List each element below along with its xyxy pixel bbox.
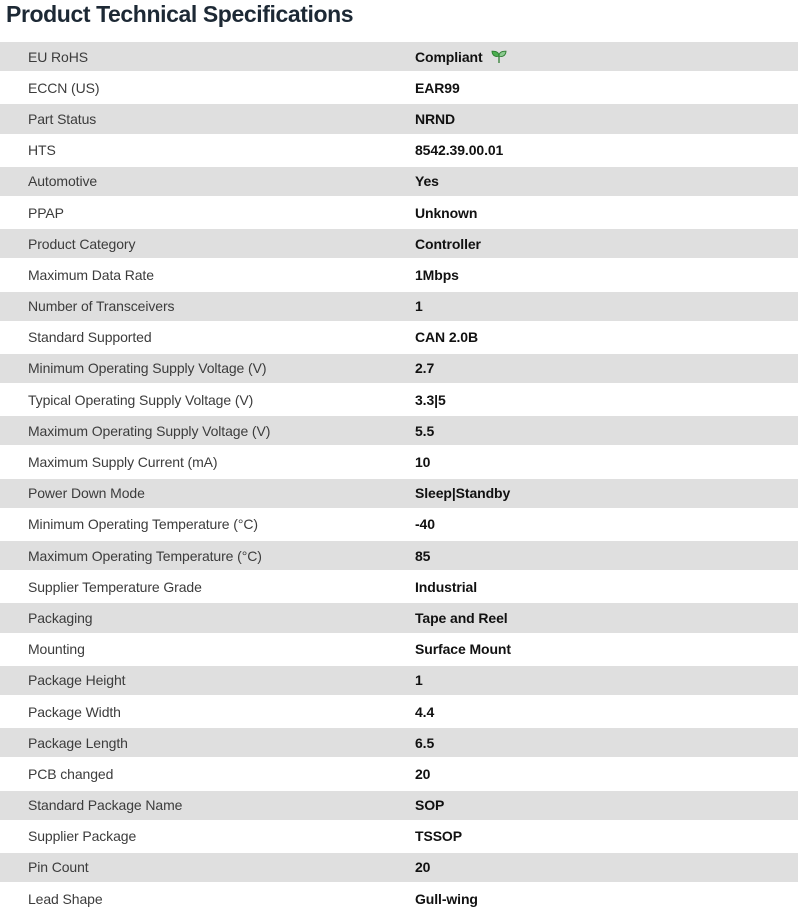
spec-value-text: 1Mbps xyxy=(415,266,459,283)
spec-row xyxy=(0,292,798,321)
spec-label: PCB changed xyxy=(28,765,114,782)
spec-value-text: Yes xyxy=(415,173,439,190)
spec-value-text: 5.5 xyxy=(415,422,435,439)
spec-row xyxy=(0,385,798,414)
spec-value xyxy=(415,49,507,65)
spec-value xyxy=(415,423,434,439)
spec-value xyxy=(415,610,508,626)
spec-row xyxy=(0,853,798,882)
spec-label: Package Width xyxy=(28,703,121,720)
spec-value-text: 1 xyxy=(415,298,423,315)
spec-value-text: Compliant xyxy=(415,48,483,65)
spec-value xyxy=(415,236,481,252)
spec-value-text: 20 xyxy=(415,859,431,876)
spec-value xyxy=(415,173,439,189)
spec-value-text: 10 xyxy=(415,454,431,471)
spec-value-text: 4.4 xyxy=(415,703,435,720)
spec-value-text: 85 xyxy=(415,547,431,564)
spec-value xyxy=(415,454,430,470)
spec-value-text: Unknown xyxy=(415,204,478,221)
spec-label: Maximum Operating Supply Voltage (V) xyxy=(28,422,271,439)
spec-value xyxy=(415,205,477,221)
spec-row xyxy=(0,666,798,695)
spec-row xyxy=(0,791,798,820)
spec-value-text: CAN 2.0B xyxy=(415,329,478,346)
spec-label: Mounting xyxy=(28,641,85,658)
spec-row xyxy=(0,447,798,476)
spec-value-text: 3.3|5 xyxy=(415,391,446,408)
spec-value-text: TSSOP xyxy=(415,828,462,845)
spec-value-text: 8542.39.00.01 xyxy=(415,142,504,159)
spec-value xyxy=(415,360,434,376)
spec-value-text: 20 xyxy=(415,765,431,782)
spec-row xyxy=(0,822,798,851)
spec-label: Maximum Data Rate xyxy=(28,266,154,283)
spec-table xyxy=(0,42,798,913)
spec-value xyxy=(415,142,503,158)
spec-value-text: EAR99 xyxy=(415,79,460,96)
spec-value xyxy=(415,766,430,782)
spec-label: Supplier Package xyxy=(28,828,137,845)
spec-row xyxy=(0,323,798,352)
spec-label: Product Category xyxy=(28,235,136,252)
spec-row xyxy=(0,635,798,664)
spec-value xyxy=(415,828,462,844)
spec-value xyxy=(415,392,446,408)
spec-row xyxy=(0,136,798,165)
spec-value xyxy=(415,859,430,875)
spec-value xyxy=(415,80,460,96)
spec-value-text: Tape and Reel xyxy=(415,609,508,626)
spec-label: EU RoHS xyxy=(28,48,88,65)
spec-value xyxy=(415,485,510,501)
spec-label: Typical Operating Supply Voltage (V) xyxy=(28,391,254,408)
spec-row xyxy=(0,479,798,508)
spec-label: Package Length xyxy=(28,734,128,751)
spec-row xyxy=(0,73,798,102)
spec-label: PPAP xyxy=(28,204,64,221)
spec-label: Minimum Operating Temperature (°C) xyxy=(28,516,258,533)
spec-value xyxy=(415,891,478,907)
spec-value xyxy=(415,548,430,564)
spec-value-text: Controller xyxy=(415,235,481,252)
spec-row xyxy=(0,42,798,71)
spec-label: Standard Supported xyxy=(28,329,152,346)
spec-row xyxy=(0,510,798,539)
spec-value xyxy=(415,267,459,283)
spec-value xyxy=(415,672,423,688)
spec-row xyxy=(0,416,798,445)
spec-value xyxy=(415,579,477,595)
spec-row xyxy=(0,104,798,133)
spec-label: Supplier Temperature Grade xyxy=(28,578,202,595)
spec-row xyxy=(0,167,798,196)
spec-row xyxy=(0,728,798,757)
spec-row xyxy=(0,884,798,913)
spec-label: Standard Package Name xyxy=(28,797,183,814)
spec-label: Minimum Operating Supply Voltage (V) xyxy=(28,360,267,377)
spec-value xyxy=(415,516,435,532)
spec-value-text: Gull-wing xyxy=(415,890,478,907)
spec-value xyxy=(415,704,434,720)
spec-row xyxy=(0,541,798,570)
spec-value-text: 1 xyxy=(415,672,423,689)
leaf-icon xyxy=(491,50,507,64)
spec-value-text: Industrial xyxy=(415,578,478,595)
spec-label: Power Down Mode xyxy=(28,485,145,502)
spec-value-text: NRND xyxy=(415,110,456,127)
spec-label: Package Height xyxy=(28,672,126,689)
spec-label: Maximum Supply Current (mA) xyxy=(28,454,218,471)
spec-label: Automotive xyxy=(28,173,98,190)
spec-label: HTS xyxy=(28,142,56,159)
spec-label: Packaging xyxy=(28,609,93,626)
spec-value-text: SOP xyxy=(415,797,445,814)
spec-row xyxy=(0,354,798,383)
spec-value xyxy=(415,111,455,127)
page-title: Product Technical Specifications xyxy=(6,1,354,27)
spec-value-text: 2.7 xyxy=(415,360,435,377)
spec-label: Part Status xyxy=(28,110,97,127)
spec-value-text: -40 xyxy=(415,516,435,533)
spec-value-text: Surface Mount xyxy=(415,641,511,658)
spec-value xyxy=(415,298,423,314)
spec-value-text: 6.5 xyxy=(415,734,435,751)
spec-value xyxy=(415,797,444,813)
spec-label: ECCN (US) xyxy=(28,79,100,96)
spec-label: Pin Count xyxy=(28,859,89,876)
spec-value xyxy=(415,641,511,657)
spec-value xyxy=(415,735,434,751)
spec-row xyxy=(0,229,798,258)
spec-row xyxy=(0,697,798,726)
spec-label: Number of Transceivers xyxy=(28,298,175,315)
spec-row xyxy=(0,198,798,227)
spec-row xyxy=(0,603,798,632)
spec-value xyxy=(415,329,478,345)
spec-value-text: Sleep|Standby xyxy=(415,485,511,502)
spec-label: Lead Shape xyxy=(28,890,103,907)
spec-label: Maximum Operating Temperature (°C) xyxy=(28,547,262,564)
spec-row xyxy=(0,260,798,289)
spec-row xyxy=(0,759,798,788)
spec-row xyxy=(0,572,798,601)
